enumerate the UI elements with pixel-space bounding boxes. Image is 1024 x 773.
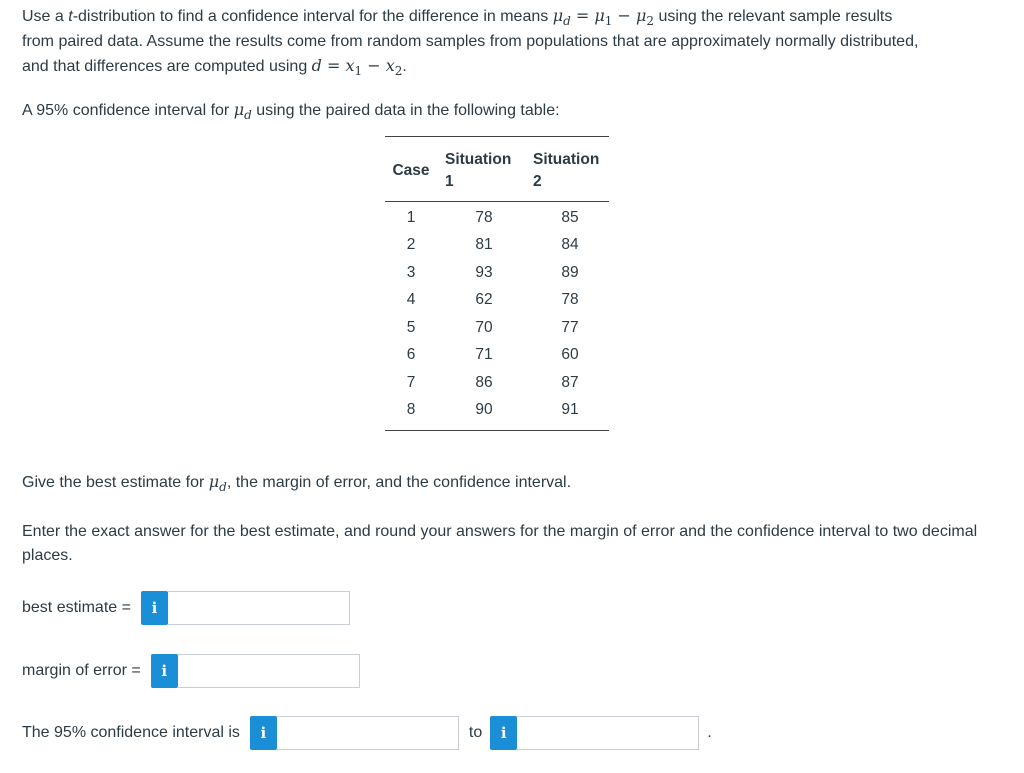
intro-text: from paired data. Assume the results come from random samples from populations that are approximately normally distributed, bbox=[22, 32, 919, 50]
subtitle: A 95% confidence interval for $\mu_d$ using the paired data in the following table: bbox=[22, 100, 560, 122]
intro-text: using the relevant sample results bbox=[654, 8, 893, 25]
intro-text: -distribution to find a confidence interval for the difference in means bbox=[72, 8, 553, 25]
cell-situation-1: 86 bbox=[475, 373, 493, 391]
best-estimate-input[interactable] bbox=[168, 591, 350, 625]
interval-upper-input[interactable] bbox=[517, 716, 699, 750]
header-situation-2: Situation 2 bbox=[533, 151, 600, 190]
cell-situation-1: 81 bbox=[475, 236, 493, 254]
cell-case: 3 bbox=[406, 263, 416, 281]
problem-statement: Use a t-distribution to find a confidence interval for the difference in means $\mu_d = \mu_1 - \mu_2$ using the relevant sample results from paired data. Assume the results come from random samples from populations that are approximately normally distributed, and that differences are computed using $d = x_1 - x_2$. bbox=[22, 6, 919, 78]
info-icon[interactable]: i bbox=[250, 716, 277, 750]
cell-situation-2: 78 bbox=[561, 291, 579, 309]
table-row bbox=[385, 397, 609, 431]
best-estimate-label: best estimate = bbox=[22, 599, 131, 616]
mu-d-equation: $\mu_d = \mu_1 - \mu_2$ bbox=[552, 6, 655, 28]
table-row bbox=[385, 259, 609, 287]
d-equation: $d = x_1 - x_2$ bbox=[311, 56, 403, 78]
margin-of-error-input[interactable] bbox=[178, 654, 360, 688]
intro-text: Use a bbox=[22, 8, 69, 25]
info-icon[interactable]: i bbox=[151, 654, 178, 688]
to-label: to bbox=[468, 724, 483, 741]
intro-t-italic: t bbox=[68, 8, 73, 25]
header-situation-1: Situation 1 bbox=[445, 151, 512, 190]
cell-case: 2 bbox=[406, 236, 416, 254]
cell-situation-2: 85 bbox=[561, 208, 579, 226]
info-icon[interactable]: i bbox=[490, 716, 517, 750]
cell-case: 5 bbox=[406, 318, 416, 336]
mu-d-symbol: $\mu_d$ bbox=[233, 100, 252, 122]
cell-situation-1: 93 bbox=[475, 263, 493, 281]
interval-lower-input[interactable] bbox=[277, 716, 459, 750]
cell-situation-1: 62 bbox=[475, 291, 493, 309]
cell-situation-1: 78 bbox=[475, 208, 493, 226]
rounding-instruction: Enter the exact answer for the best estimate, and round your answers for the margin of error and the confidence interval to two decimal places. bbox=[22, 523, 978, 564]
cell-case: 4 bbox=[406, 291, 416, 309]
cell-situation-1: 70 bbox=[475, 318, 493, 336]
cell-case: 1 bbox=[406, 208, 416, 226]
header-case: Case bbox=[392, 162, 430, 179]
table-row bbox=[385, 232, 609, 260]
question-prompt: Give the best estimate for $\mu_d$, the margin of error, and the confidence interval. bbox=[22, 472, 572, 494]
cell-situation-1: 90 bbox=[475, 401, 493, 419]
cell-case: 8 bbox=[406, 401, 416, 419]
margin-of-error-label: margin of error = bbox=[22, 662, 141, 679]
table-header-row bbox=[385, 137, 609, 202]
cell-situation-2: 87 bbox=[561, 373, 579, 391]
cell-situation-2: 91 bbox=[561, 401, 579, 419]
margin-of-error-row bbox=[22, 654, 360, 688]
cell-situation-2: 60 bbox=[561, 346, 579, 364]
table-row bbox=[385, 202, 609, 232]
best-estimate-row bbox=[22, 591, 350, 625]
cell-case: 6 bbox=[406, 346, 416, 364]
intro-text: and that differences are computed using bbox=[22, 58, 312, 75]
cell-situation-2: 77 bbox=[561, 318, 579, 336]
info-icon[interactable]: i bbox=[141, 591, 168, 625]
table-row bbox=[385, 342, 609, 370]
table-row bbox=[385, 369, 609, 397]
table-row bbox=[385, 314, 609, 342]
confidence-interval-label: The 95% confidence interval is bbox=[22, 724, 240, 741]
cell-case: 7 bbox=[406, 373, 416, 391]
mu-d-symbol: $\mu_d$ bbox=[208, 472, 227, 494]
confidence-interval-row bbox=[22, 716, 712, 750]
table-row bbox=[385, 287, 609, 315]
end-period: . bbox=[707, 724, 712, 741]
cell-situation-2: 89 bbox=[561, 263, 579, 281]
paired-data-table bbox=[385, 136, 609, 431]
cell-situation-1: 71 bbox=[475, 346, 493, 364]
cell-situation-2: 84 bbox=[561, 236, 579, 254]
